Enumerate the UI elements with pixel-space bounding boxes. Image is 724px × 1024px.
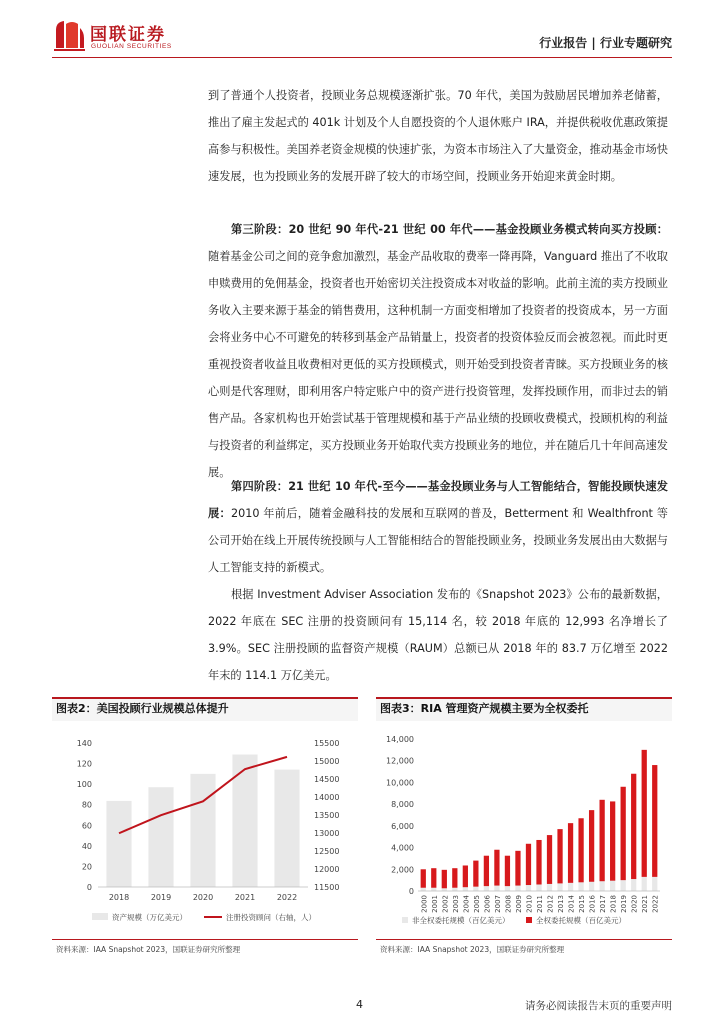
bar-non-discretionary <box>610 881 615 891</box>
bar-discretionary <box>568 823 573 883</box>
bar-non-discretionary <box>442 888 447 891</box>
disclaimer-note: 请务必阅读报告末页的重要声明 <box>525 1000 672 1012</box>
figure-2 <box>52 697 358 945</box>
figure-3-source-divider <box>376 939 672 940</box>
paragraph-1 <box>208 82 668 190</box>
bar-discretionary <box>557 829 562 883</box>
bar-non-discretionary <box>515 886 520 891</box>
x-tick-label: 2018 <box>609 895 618 913</box>
stage-3-body: 随着基金公司之间的竞争愈加激烈，基金产品收取的费率一降再降，Vanguard 推出了不收取申赎费用的免佣基金，投资者也开始密切关注投资成本对收益的影响。此前主流的卖方投顾业务收入主要来源于基金的销售费用，这种机制一方面变相增加了投资者的投资成本，另一方面会将业务中心不可避免的转移到基金产品销量上，投资者的投资体验反而会被忽视。而此时更重视投资者收益且收费相对更低的买方投顾模式，则开始受到投资者青睐。买方投顾业务的核心则是代客理财，即利用客户特定账户中的资产进行投资管理，发挥投顾作用，而非过去的销售产品。各家机构也开始尝试基于管理规模和基于产品业绩的投顾收费模式，投顾机构的利益与投资者的利益绑定，买方投顾业务开始取代卖方投顾业务的地位，并在随后几十年间高速发展。 <box>208 250 668 479</box>
bar-asset-size <box>106 801 131 887</box>
bar-discretionary <box>589 810 594 882</box>
figure-2-chart <box>52 721 358 941</box>
y-left-tick-label: 120 <box>76 759 92 769</box>
bar-non-discretionary <box>631 879 636 891</box>
x-tick-label: 2005 <box>472 895 481 913</box>
y-tick-label: 4,000 <box>391 843 414 853</box>
bar-non-discretionary <box>557 883 562 891</box>
x-tick-label: 2002 <box>441 895 450 913</box>
bar-discretionary <box>526 844 531 885</box>
legend-bar-swatch <box>92 913 108 920</box>
x-tick-label: 2008 <box>504 895 513 913</box>
y-right-tick-label: 12500 <box>314 847 340 856</box>
legend-bar-label: 资产规模（万亿美元） <box>112 913 187 922</box>
paragraph-4-text: 根据 Investment Adviser Association 发布的《Snapshot 2023》公布的最新数据，2022 年底在 SEC 注册的投资顾问有 15,114 名，较 2018 年底的 12,993 名净增长了 3.9%。SEC 注册投顾的监督资产规模（RAUM）总额已从 2018 年的 83.7 万亿增至 2022 年末的 114.1 万亿美元。 <box>208 588 668 682</box>
x-tick-label: 2011 <box>536 895 544 913</box>
logo-text-cn: 国联证券 <box>90 25 166 45</box>
figure-2-source: 资料来源：IAA Snapshot 2023，国联证券研究所整理 <box>56 945 241 954</box>
x-tick-label: 2004 <box>462 895 471 913</box>
x-tick-label: 2007 <box>493 895 502 913</box>
y-right-tick-label: 13500 <box>314 811 340 820</box>
bar-discretionary <box>442 870 447 888</box>
y-right-tick-label: 13000 <box>314 829 340 838</box>
x-tick-label: 2014 <box>567 895 576 913</box>
y-left-tick-label: 60 <box>81 821 92 831</box>
bar-discretionary <box>484 856 489 886</box>
legend-a-swatch <box>402 917 408 923</box>
y-tick-label: 14,000 <box>386 735 414 744</box>
y-right-tick-label: 15500 <box>314 739 340 748</box>
logo-mark-icon <box>52 18 86 52</box>
bar-discretionary <box>421 869 426 887</box>
page-number: 4 <box>356 998 363 1011</box>
bar-non-discretionary <box>642 877 647 891</box>
y-tick-label: 8,000 <box>391 800 414 810</box>
bar-discretionary <box>431 868 436 888</box>
x-tick-label: 2021 <box>641 895 650 913</box>
y-right-tick-label: 14500 <box>314 775 340 784</box>
bar-non-discretionary <box>484 886 489 891</box>
bar-non-discretionary <box>536 884 541 891</box>
x-tick-label: 2015 <box>578 895 587 913</box>
header-divider <box>52 57 672 58</box>
bar-discretionary <box>547 835 552 884</box>
x-tick-label: 2020 <box>630 895 639 913</box>
legend-b-label: 全权委托规模（百亿美元） <box>536 916 626 925</box>
y-tick-label: 12,000 <box>386 756 414 766</box>
stage-3-heading: 第三阶段：20 世纪 90 年代-21 世纪 00 年代——基金投顾业务模式转向买方投顾： <box>231 223 668 236</box>
y-right-tick-label: 11500 <box>314 883 340 892</box>
bar-non-discretionary <box>452 888 457 891</box>
x-tick-label: 2001 <box>430 895 439 913</box>
x-tick-label: 2009 <box>514 895 523 913</box>
bar-non-discretionary <box>652 877 657 891</box>
stage-4-body: 2010 年前后，随着金融科技的发展和互联网的普及，Betterment 和 Wealthfront 等公司开始在线上开展传统投顾与人工智能相结合的智能投顾业务，投顾业务发展出由大数据与人工智能支持的新模式。 <box>208 507 668 574</box>
legend-b-swatch <box>526 917 532 923</box>
report-type-label: 行业报告 | 行业专题研究 <box>539 36 672 50</box>
x-tick-label: 2003 <box>451 895 460 913</box>
figure-3-chart <box>376 721 672 941</box>
x-tick-label: 2020 <box>192 893 214 902</box>
y-left-tick-label: 20 <box>81 862 92 872</box>
bar-asset-size <box>148 787 173 887</box>
bar-non-discretionary <box>547 884 552 891</box>
x-tick-label: 2016 <box>588 895 597 913</box>
bar-non-discretionary <box>578 882 583 891</box>
x-tick-label: 2017 <box>599 895 608 913</box>
bar-non-discretionary <box>621 880 626 891</box>
bar-non-discretionary <box>589 882 594 891</box>
y-left-tick-label: 40 <box>81 841 92 851</box>
bar-non-discretionary <box>494 886 499 891</box>
y-left-tick-label: 100 <box>76 780 92 790</box>
bar-non-discretionary <box>526 885 531 891</box>
bar-discretionary <box>536 840 541 885</box>
y-left-tick-label: 140 <box>76 739 92 748</box>
bar-asset-size <box>274 770 299 887</box>
bar-discretionary <box>578 818 583 882</box>
bar-discretionary <box>505 856 510 886</box>
x-tick-label: 2022 <box>276 893 298 902</box>
x-tick-label: 2013 <box>557 895 566 913</box>
paragraph-1-text: 到了普通个人投资者，投顾业务总规模逐渐扩张。70 年代，美国为鼓励居民增加养老储蓄，推出了雇主发起式的 401k 计划及个人自愿投资的个人退休账户 IRA，并提供税收优惠政策提高参与积极性。美国养老资金规模的快速扩张，为资本市场注入了大量资金，推动基金市场快速发展，也为投顾业务的发展开辟了较大的市场空间，投顾业务开始迎来黄金时期。 <box>208 89 668 183</box>
bar-discretionary <box>463 865 468 887</box>
bar-non-discretionary <box>473 887 478 891</box>
figure-3-title: 图表3：RIA 管理资产规模主要为全权委托 <box>376 697 672 721</box>
legend-line-label: 注册投资顾问（右轴，人） <box>226 913 316 922</box>
bar-discretionary <box>631 774 636 879</box>
figure-2-title: 图表2：美国投顾行业规模总体提升 <box>52 697 358 721</box>
y-right-tick-label: 15000 <box>314 757 340 766</box>
company-logo <box>52 18 192 58</box>
bar-non-discretionary <box>421 888 426 891</box>
bar-asset-size <box>232 755 257 887</box>
paragraph-4 <box>208 581 668 689</box>
bar-discretionary <box>452 868 457 888</box>
bar-discretionary <box>621 787 626 880</box>
x-tick-label: 2010 <box>525 895 534 913</box>
figure-3-source: 资料来源：IAA Snapshot 2023，国联证券研究所整理 <box>380 945 565 954</box>
bar-non-discretionary <box>505 886 510 891</box>
figure-3 <box>376 697 672 945</box>
logo-text-en: GUOLIAN SECURITIES <box>91 43 172 50</box>
x-tick-label: 2021 <box>234 893 256 902</box>
y-tick-label: 2,000 <box>391 865 414 875</box>
x-tick-label: 2012 <box>546 895 555 913</box>
x-tick-label: 2018 <box>108 893 130 902</box>
bar-discretionary <box>494 850 499 886</box>
y-left-tick-label: 80 <box>81 800 92 810</box>
x-tick-label: 2019 <box>620 895 629 913</box>
bar-discretionary <box>600 800 605 881</box>
bar-asset-size <box>190 774 215 887</box>
legend-a-label: 非全权委托规模（百亿美元） <box>412 916 510 925</box>
bar-discretionary <box>642 750 647 877</box>
x-tick-label: 2022 <box>651 895 660 913</box>
bar-non-discretionary <box>463 887 468 891</box>
paragraph-2 <box>208 216 668 486</box>
x-tick-label: 2000 <box>420 895 429 913</box>
bar-discretionary <box>652 765 657 877</box>
bar-discretionary <box>515 851 520 886</box>
stage-4-heading: 第四阶段：21 世纪 10 年代-至今——基金投顾业务与人工智能结合，智能投顾快速发展： <box>208 480 668 520</box>
bar-non-discretionary <box>568 883 573 891</box>
y-tick-label: 0 <box>408 887 414 896</box>
bar-discretionary <box>473 861 478 887</box>
figure-2-source-divider <box>52 939 358 940</box>
x-tick-label: 2019 <box>150 893 172 902</box>
y-left-tick-label: 0 <box>86 883 92 892</box>
y-right-tick-label: 12000 <box>314 865 340 874</box>
bar-non-discretionary <box>431 888 436 891</box>
y-tick-label: 10,000 <box>386 778 414 788</box>
y-right-tick-label: 14000 <box>314 793 340 802</box>
bar-discretionary <box>610 801 615 880</box>
bar-non-discretionary <box>600 881 605 891</box>
paragraph-3 <box>208 473 668 581</box>
y-tick-label: 6,000 <box>391 821 414 831</box>
x-tick-label: 2006 <box>483 895 492 913</box>
